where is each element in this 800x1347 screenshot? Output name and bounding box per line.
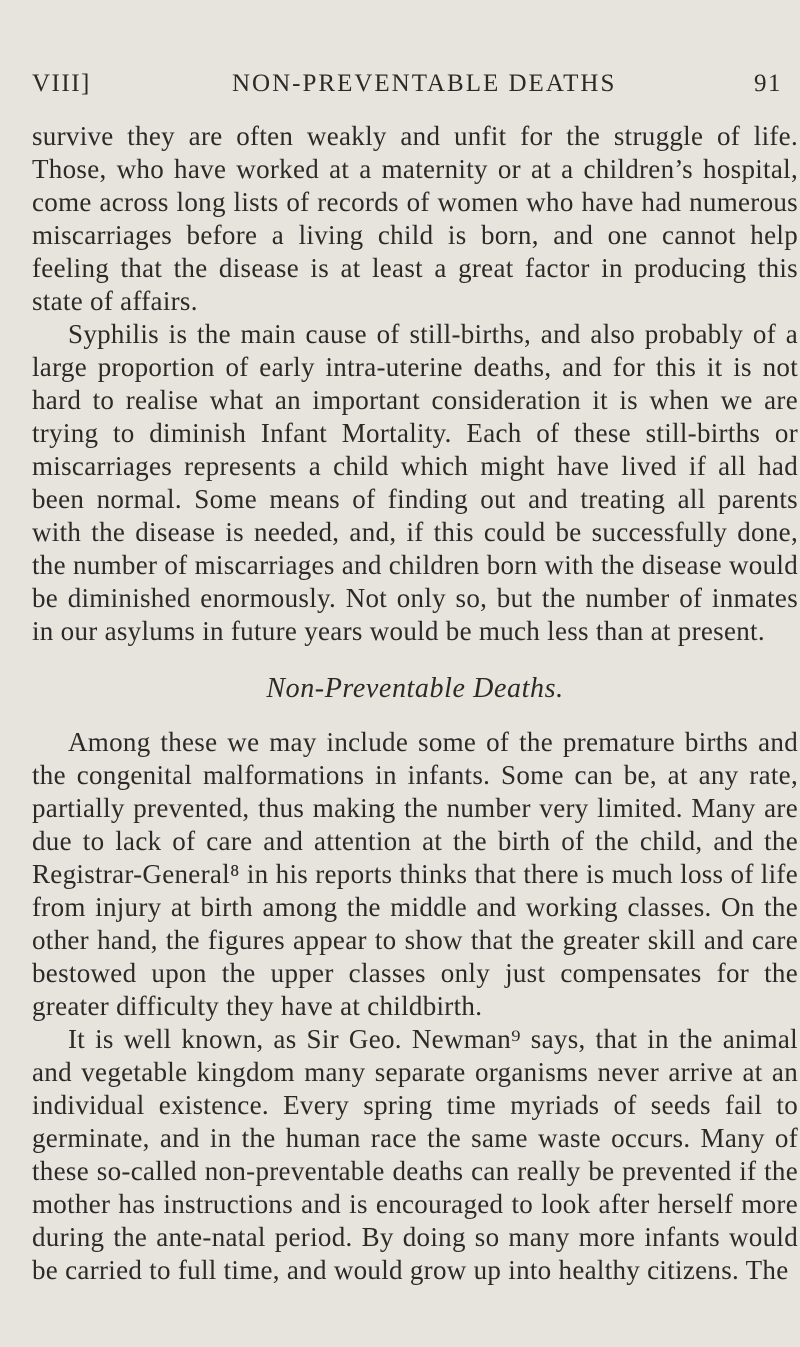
paragraph-continuation: survive they are often weakly and unfit for the struggle of life. Those, who have worked at a maternity or at a children’s hospital, come across long lists of records of women who have had numerous miscarriages before a living child is born, and one cannot help feeling that the disease is at least a great factor in producing this state of affairs. <box>32 121 798 316</box>
chapter-marker: VIII] <box>32 70 91 97</box>
paragraph-newman: It is well known, as Sir Geo. Newman⁹ says, that in the animal and vegetable kingdom many separate organisms never arrive at an individual existence. Every spring time myriads of seeds fail to germinate, and in the human race the same waste occurs. Many of these so-called non-preventable deaths can really be prevented if the mother has instructions and is encouraged to look after herself more during the ante-natal period. By doing so many more infants would be carried to full time, and would grow up into healthy citizens. The <box>32 1024 798 1285</box>
page-number: 91 <box>754 70 782 97</box>
running-title: NON-PREVENTABLE DEATHS <box>232 70 617 97</box>
paragraph-premature-births: Among these we may include some of the premature births and the congenital malformations in infants. Some can be, at any rate, partially prevented, thus making the number very limited. Many are due to lack of care and attention at the birth of the child, and the Registrar-General⁸ in his reports thinks that there is much loss of life from injury at birth among the middle and working classes. On the other hand, the figures appear to show that the greater skill and care bestowed upon the upper classes only just compensates for the greater difficulty they have at childbirth. <box>32 727 798 1021</box>
running-head <box>32 70 788 106</box>
section-heading: Non-Preventable Deaths. <box>266 673 564 704</box>
body-text <box>32 120 798 1287</box>
paragraph-syphilis: Syphilis is the main cause of still-births, and also probably of a large proportion of early intra-uterine deaths, and for this it is not hard to realise what an important consideration it is when we are trying to diminish Infant Mortality. Each of these still-births or miscarriages represents a child which might have lived if all had been normal. Some means of finding out and treating all parents with the disease is needed, and, if this could be successfully done, the number of miscarriages and children born with the disease would be diminished enormously. Not only so, but the number of inmates in our asylums in future years would be much less than at present. <box>32 319 798 646</box>
book-page <box>32 0 798 1347</box>
